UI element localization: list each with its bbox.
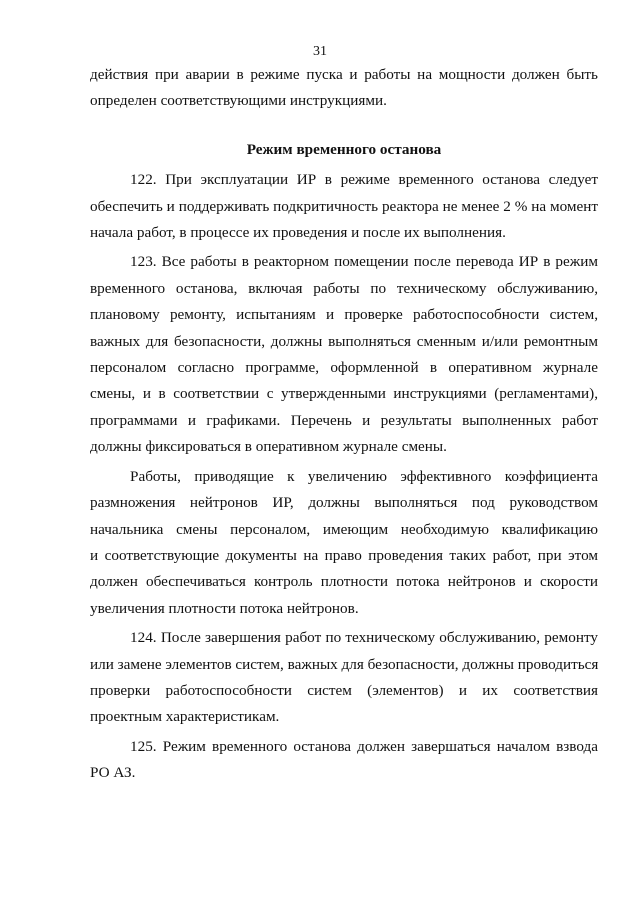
text-line: 123. Все работы в реакторном помещении после перевода ИР в режим bbox=[130, 253, 598, 271]
text-line: проверки работоспособности систем (элементов) и их соответствия bbox=[90, 681, 598, 699]
page-number: 31 bbox=[313, 44, 327, 59]
text-line: начальника смены персоналом, имеющим необходимую квалификацию bbox=[90, 520, 598, 538]
text-line: увеличения плотности потока нейтронов. bbox=[90, 599, 359, 617]
paragraph-124 bbox=[90, 625, 598, 731]
document-body bbox=[90, 62, 598, 787]
text-line: действия при аварии в режиме пуска и работы на мощности должен быть bbox=[90, 66, 598, 83]
text-line: размножения нейтронов ИР, должны выполняться под руководством bbox=[90, 494, 598, 512]
text-line: временного останова, включая работы по техническому обслуживанию, bbox=[90, 279, 598, 297]
text-line: проектным характеристикам. bbox=[90, 708, 280, 726]
text-line: Работы, приводящие к увеличению эффективного коэффициента bbox=[130, 467, 598, 485]
text-line: 125. Режим временного останова должен завершаться началом взвода bbox=[130, 737, 598, 755]
text-line: программами и графиками. Перечень и результаты выполненных работ bbox=[90, 411, 598, 429]
text-line: или замене элементов систем, важных для безопасности, должны проводиться bbox=[90, 655, 599, 673]
text-line: плановому ремонту, испытаниям и проверке работоспособности систем, bbox=[90, 306, 598, 324]
text-line: смены, и в соответствии с утвержденными инструкциями (регламентами), bbox=[90, 385, 598, 403]
text-line: РО АЗ. bbox=[90, 764, 136, 782]
text-line: должен обеспечиваться контроль плотности потока нейтронов и скорости bbox=[90, 573, 598, 591]
paragraph-125 bbox=[90, 734, 598, 787]
text-line: персоналом согласно программе, оформленной в оперативном журнале bbox=[90, 359, 598, 377]
text-line: важных для безопасности, должны выполняться сменным и/или ремонтным bbox=[90, 332, 598, 350]
text-line: должны фиксироваться в оперативном журнале смены. bbox=[90, 438, 447, 456]
paragraph-122 bbox=[90, 167, 598, 246]
text-line: определен соответствующими инструкциями. bbox=[90, 92, 387, 110]
text-line: начала работ, в процессе их проведения и после их выполнения. bbox=[90, 224, 506, 242]
intro-paragraph bbox=[90, 62, 598, 115]
text-line: обеспечить и поддерживать подкритичность реактора не менее 2 % на момент bbox=[90, 197, 598, 215]
text-line: и соответствующие документы на право проведения таких работ, при этом bbox=[90, 546, 598, 564]
section-heading: Режим временного останова bbox=[246, 140, 442, 158]
paragraph-work-requirements bbox=[90, 464, 598, 622]
paragraph-123 bbox=[90, 249, 598, 460]
text-line: 122. При эксплуатации ИР в режиме временного останова следует bbox=[130, 171, 598, 189]
text-line: 124. После завершения работ по техническому обслуживанию, ремонту bbox=[130, 629, 598, 647]
